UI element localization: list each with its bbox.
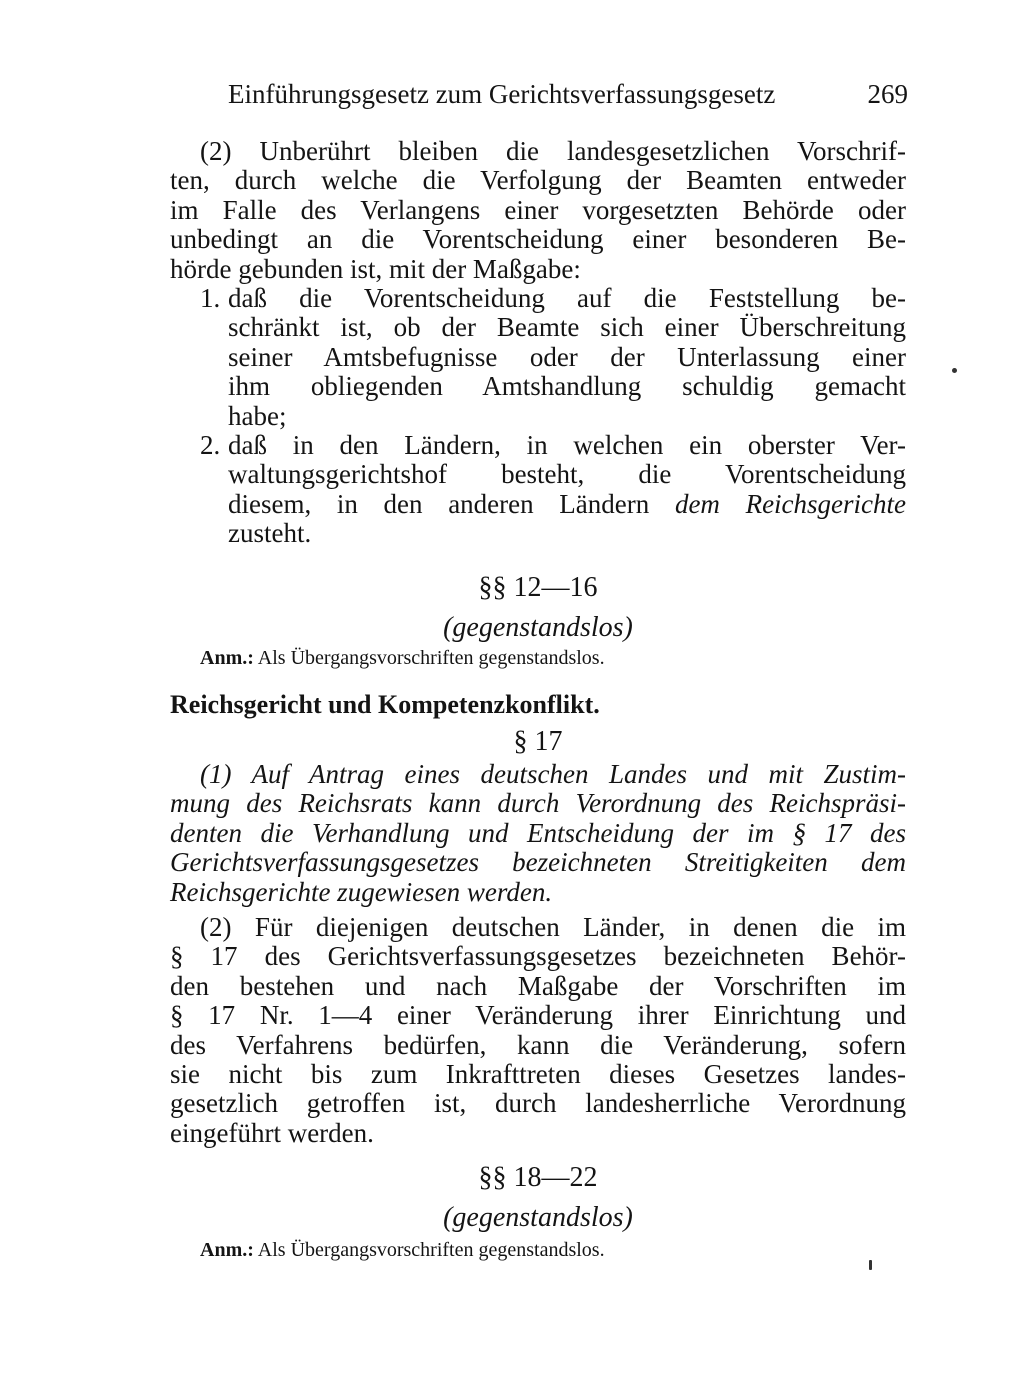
- section-heading: Reichsgericht und Kompetenzkonflikt.: [170, 690, 600, 719]
- text-line: ten, durch welche die Verfolgung der Beamten entweder: [170, 165, 906, 196]
- section-note: [200, 644, 605, 672]
- section-status: (gegenstandslos): [443, 1202, 633, 1233]
- text-line: (2) Unberührt bleiben die landesgesetzlichen Vorschrif-: [200, 136, 906, 166]
- section-17-paragraph-2: [170, 913, 906, 1148]
- text-line: daß die Vorentscheidung auf die Feststellung be-: [228, 282, 906, 313]
- text-line: § 17 des Gerichtsverfassungsgesetzes bezeichneten Behör-: [170, 941, 906, 972]
- text-line: mung des Reichsrats kann durch Verordnung des Reichspräsi-: [170, 788, 906, 819]
- text-line: § 17 Nr. 1—4 einer Veränderung ihrer Einrichtung und: [170, 1000, 906, 1031]
- page-number: 269: [867, 79, 908, 109]
- section-17-paragraph-1: [170, 760, 906, 907]
- section-12-16: [170, 570, 906, 646]
- text-line: denten die Verhandlung und Entscheidung der im § 17 des: [170, 817, 906, 848]
- text-line: seiner Amtsbefugnisse oder der Unterlassung einer: [228, 341, 906, 372]
- list-item: [170, 284, 906, 431]
- text-line: hörde gebunden ist, mit der Maßgabe:: [170, 253, 581, 284]
- list-number: 1.: [200, 282, 221, 313]
- text-line: ihm obliegenden Amtshandlung schuldig gemacht: [228, 371, 906, 402]
- note-text: Als Übergangsvorschriften gegenstandslos.: [257, 1239, 605, 1261]
- text-line: waltungsgerichtshof besteht, die Vorentscheidung: [228, 459, 906, 490]
- text-line-mixed: [228, 490, 906, 519]
- text-line: Reichsgerichte zugewiesen werden.: [170, 876, 553, 907]
- text-line: schränkt ist, ob der Beamte sich einer Überschreitung: [228, 312, 906, 343]
- italic-span: dem Reichsgerichte: [674, 488, 907, 519]
- text-line: unbedingt an die Vorentscheidung einer besonderen Be-: [170, 224, 906, 255]
- text-line: im Falle des Verlangens einer vorgesetzten Behörde oder: [170, 194, 906, 225]
- list-number: 2.: [200, 429, 221, 460]
- section-17-title-wrap: [170, 724, 906, 760]
- section-status: (gegenstandslos): [443, 612, 633, 643]
- scan-speck: [869, 1260, 872, 1270]
- text-line: daß in den Ländern, in welchen ein oberster Ver-: [228, 429, 906, 460]
- text-line: habe;: [228, 400, 287, 431]
- note-label: Anm.:: [200, 647, 254, 669]
- text-line: (1) Auf Antrag eines deutschen Landes und mit Zustim-: [200, 759, 906, 789]
- text-line: eingeführt werden.: [170, 1117, 374, 1148]
- list-item: [170, 431, 906, 549]
- text-span: diesem, in den anderen Ländern: [228, 488, 650, 519]
- text-line: den bestehen und nach Maßgabe der Vorschriften im: [170, 970, 906, 1001]
- header-title: Einführungsgesetz zum Gerichtsverfassungsgesetz: [228, 79, 776, 109]
- text-line: (2) Für diejenigen deutschen Länder, in denen die im: [200, 912, 906, 942]
- section-18-22: [170, 1160, 906, 1236]
- section-title: § 17: [513, 726, 563, 757]
- note-label: Anm.:: [200, 1239, 254, 1261]
- section-title: §§ 12—16: [478, 572, 598, 603]
- scan-speck: [952, 368, 957, 373]
- note-text: Als Übergangsvorschriften gegenstandslos.: [257, 647, 605, 669]
- text-line: gesetzlich getroffen ist, durch landesherrliche Verordnung: [170, 1088, 906, 1119]
- paragraph-2: [170, 137, 906, 548]
- text-line: sie nicht bis zum Inkrafttreten dieses Gesetzes landes-: [170, 1058, 906, 1089]
- section-title: §§ 18—22: [478, 1162, 598, 1193]
- section-note: [200, 1236, 605, 1264]
- text-line: Gerichtsverfassungsgesetzes bezeichneten Streitigkeiten dem: [170, 847, 906, 878]
- text-line: des Verfahrens bedürfen, kann die Veränderung, sofern: [170, 1029, 906, 1060]
- running-header: [228, 74, 908, 114]
- text-line: zusteht.: [228, 518, 312, 549]
